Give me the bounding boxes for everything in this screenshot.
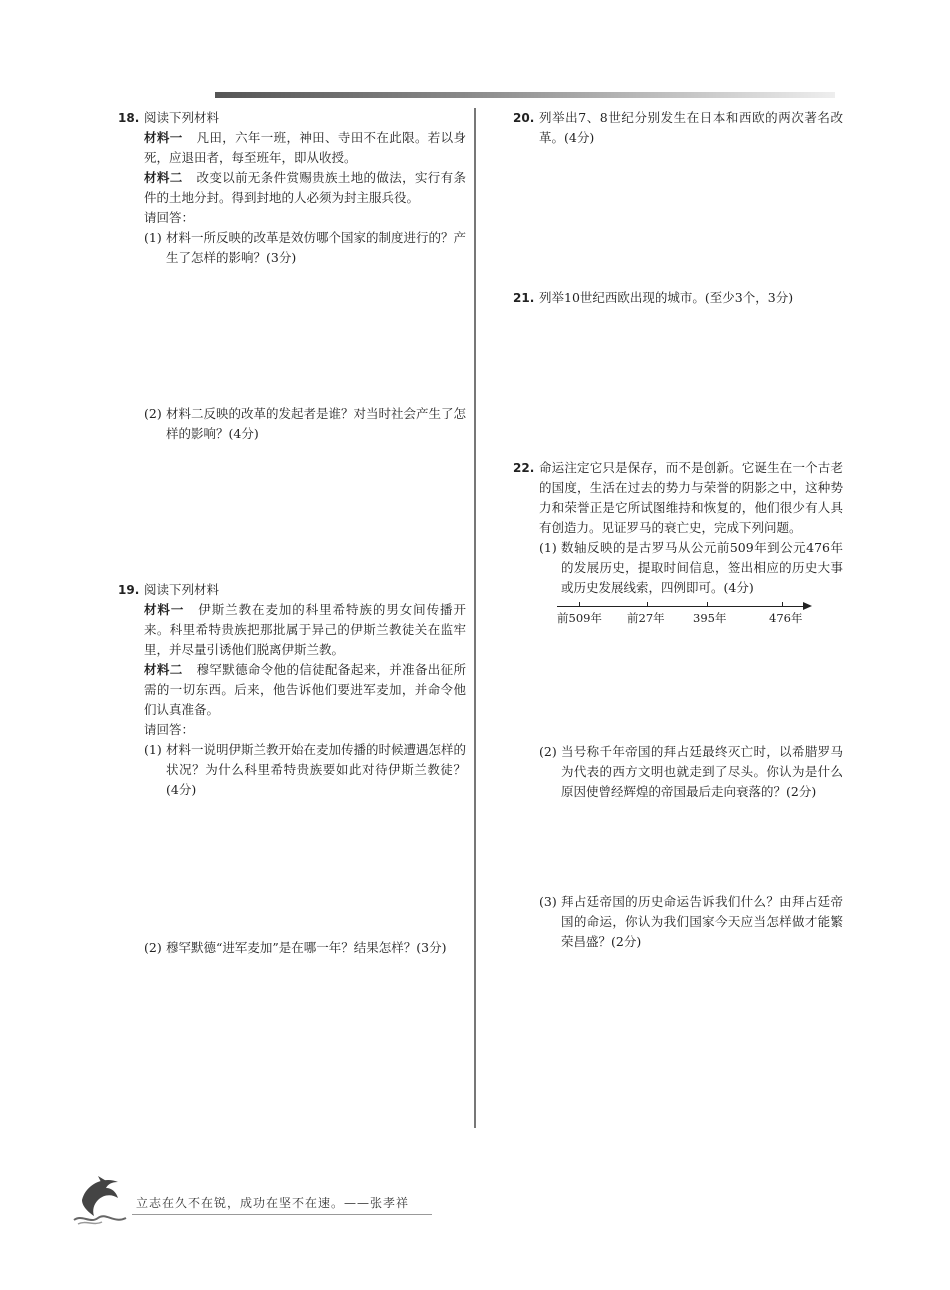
right-column	[513, 108, 843, 952]
question-title: 阅读下列材料	[144, 582, 220, 597]
timeline-arrow-icon	[803, 602, 812, 610]
answer-space[interactable]	[513, 148, 843, 288]
timeline-axis	[557, 602, 817, 630]
question-20	[513, 108, 843, 148]
sub-question-2	[118, 938, 466, 958]
sub-question-number: (1)	[144, 230, 162, 245]
question-text: 列举10世纪西欧出现的城市。(至少3个，3分)	[539, 290, 794, 305]
sub-question-1	[118, 740, 466, 800]
answer-space[interactable]	[118, 800, 466, 938]
dolphin-icon	[72, 1170, 132, 1226]
sub-question-number: (2)	[144, 940, 162, 955]
sub-question-2	[118, 404, 466, 444]
material-1	[118, 128, 466, 168]
material-text: 伊斯兰教在麦加的科里希特族的男女间传播开来。科里希特贵族把那批属于异己的伊斯兰教徒关在监牢里，并尽量引诱他们脱离伊斯兰教。	[144, 602, 466, 657]
material-label: 材料一	[144, 130, 183, 145]
question-21	[513, 288, 843, 308]
material-2	[118, 660, 466, 720]
sub-question-2	[513, 742, 843, 802]
question-number: 20.	[513, 111, 535, 125]
answer-prompt: 请回答：	[144, 722, 195, 737]
answer-space[interactable]	[513, 630, 843, 742]
material-1	[118, 600, 466, 660]
material-label: 材料二	[144, 662, 183, 677]
sub-question-3	[513, 892, 843, 952]
question-19	[118, 580, 466, 600]
sub-question-number: (3)	[539, 894, 557, 909]
material-text: 穆罕默德命令他的信徒配备起来，并准备出征所需的一切东西。后来，他告诉他们要进军麦加，并命令他们认真准备。	[144, 662, 466, 717]
question-22	[513, 458, 843, 538]
answer-space[interactable]	[513, 802, 843, 892]
sub-question-text: 材料一说明伊斯兰教开始在麦加传播的时候遭遇怎样的状况？为什么科里希特贵族要如此对待伊斯兰教徒？(4分)	[166, 742, 467, 797]
footer-rule	[132, 1214, 432, 1215]
material-text: 改变以前无条件赏赐贵族土地的做法，实行有条件的土地分封。得到封地的人必须为封主服兵役。	[144, 170, 466, 205]
answer-space[interactable]	[513, 308, 843, 458]
sub-question-number: (2)	[539, 744, 557, 759]
answer-prompt: 请回答：	[144, 210, 195, 225]
sub-question-1	[513, 538, 843, 598]
sub-question-text: 材料二反映的改革的发起者是谁？对当时社会产生了怎样的影响？(4分)	[166, 406, 467, 441]
sub-question-number: (1)	[539, 540, 557, 555]
material-label: 材料二	[144, 170, 183, 185]
sub-question-text: 数轴反映的是古罗马从公元前509年到公元476年的发展历史，提取时间信息，签出相应的历史大事或历史发展线索，四例即可。(4分)	[561, 540, 843, 595]
footer-motto: 立志在久不在锐，成功在坚不在速。——张孝祥	[136, 1196, 410, 1210]
timeline-tick	[782, 602, 783, 607]
answer-space[interactable]	[118, 444, 466, 580]
header-rule	[215, 92, 835, 98]
sub-question-1	[118, 228, 466, 268]
sub-question-text: 拜占廷帝国的历史命运告诉我们什么？由拜占廷帝国的命运，你认为我们国家今天应当怎样做才能繁荣昌盛？(2分)	[561, 894, 843, 949]
sub-question-text: 穆罕默德“进军麦加”是在哪一年？结果怎样？(3分)	[166, 940, 447, 955]
material-2	[118, 168, 466, 208]
sub-question-text: 当号称千年帝国的拜占廷最终灭亡时，以希腊罗马为代表的西方文明也就走到了尽头。你认为是什么原因使曾经辉煌的帝国最后走向衰落的？(2分)	[561, 744, 843, 799]
question-text: 命运注定它只是保存，而不是创新。它诞生在一个古老的国度，生活在过去的势力与荣誉的阴影之中，这种势力和荣誉正是它所试图维持和恢复的，他们很少有人具有创造力。见证罗马的衰亡史，完成下列问题。	[539, 460, 843, 535]
timeline-label: 395年	[693, 611, 727, 625]
timeline-label: 前27年	[627, 611, 665, 625]
answer-space[interactable]	[118, 268, 466, 404]
material-text: 凡田，六年一班，神田、寺田不在此限。若以身死，应退田者，每至班年，即从收授。	[144, 130, 466, 165]
question-title: 阅读下列材料	[144, 110, 220, 125]
left-column	[118, 108, 466, 958]
question-number: 22.	[513, 461, 535, 475]
timeline-tick	[579, 602, 580, 607]
sub-question-text: 材料一所反映的改革是效仿哪个国家的制度进行的？产生了怎样的影响？(3分)	[166, 230, 467, 265]
page-footer	[72, 1170, 432, 1230]
question-18	[118, 108, 466, 128]
question-number: 19.	[118, 583, 140, 597]
column-divider	[474, 108, 476, 1128]
sub-question-number: (2)	[144, 406, 162, 421]
timeline-label: 476年	[769, 611, 803, 625]
timeline-tick	[707, 602, 708, 607]
timeline-tick	[647, 602, 648, 607]
material-label: 材料一	[144, 602, 185, 617]
question-text: 列举出7、8世纪分别发生在日本和西欧的两次著名改革。(4分)	[539, 110, 843, 145]
question-number: 21.	[513, 291, 535, 305]
question-number: 18.	[118, 111, 140, 125]
sub-question-number: (1)	[144, 742, 162, 757]
timeline-line	[557, 606, 805, 607]
timeline-label: 前509年	[557, 611, 602, 625]
